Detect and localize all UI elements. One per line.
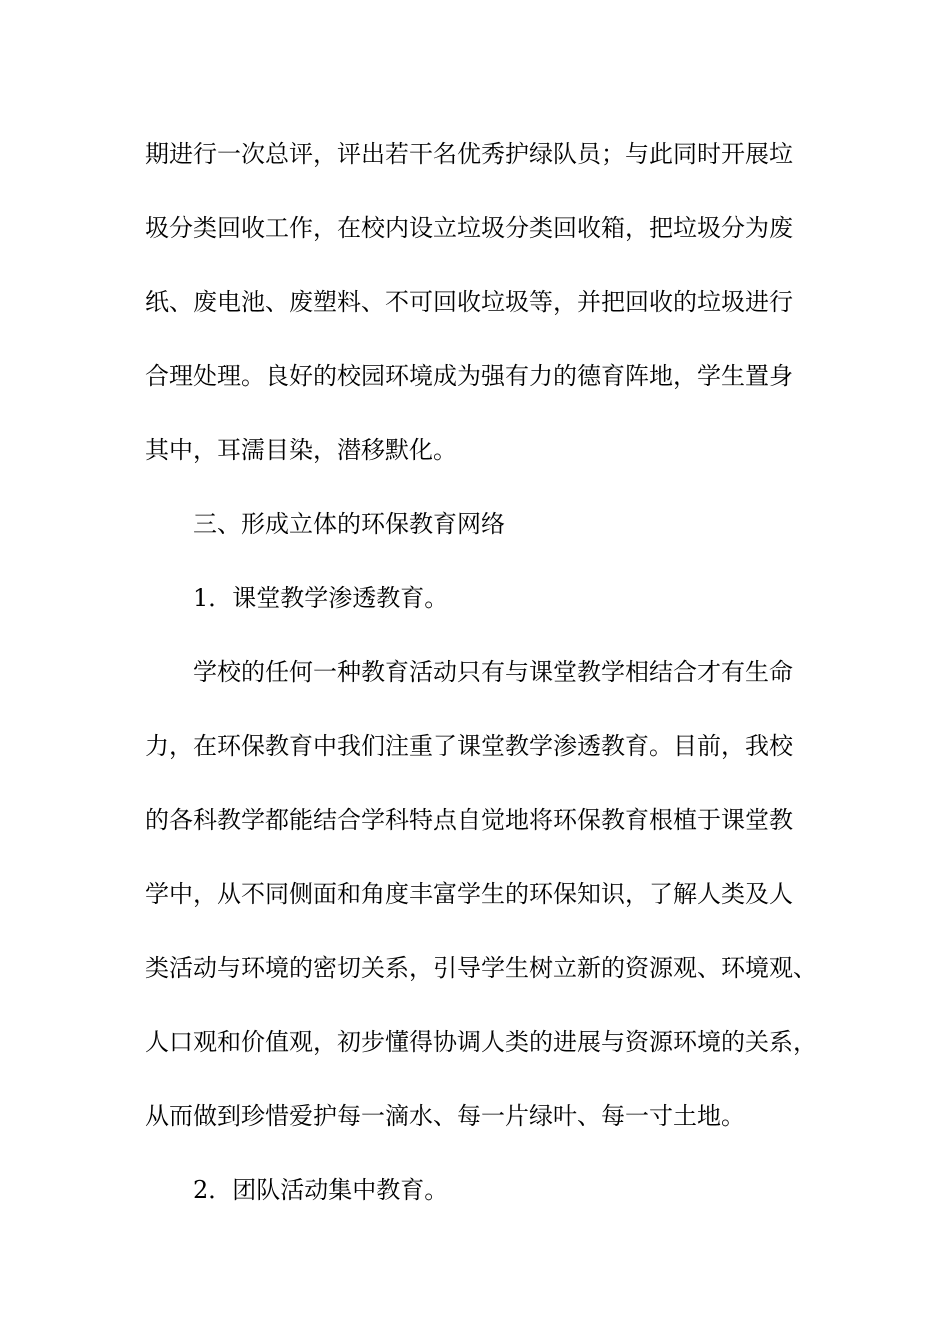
- text-line: 圾分类回收工作，在校内设立垃圾分类回收箱，把垃圾分为废: [145, 214, 793, 242]
- section-heading: 三、形成立体的环保教育网络: [193, 510, 505, 538]
- text-line: 人口观和价值观，初步懂得协调人类的进展与资源环境的关系，: [145, 1028, 817, 1056]
- text-line: 纸、废电池、废塑料、不可回收垃圾等，并把回收的垃圾进行: [145, 288, 793, 316]
- subsection-heading: 1．课堂教学渗透教育。: [193, 584, 449, 612]
- text-line: 力，在环保教育中我们注重了课堂教学渗透教育。目前，我校: [145, 732, 793, 760]
- text-line: 合理处理。良好的校园环境成为强有力的德育阵地，学生置身: [145, 362, 793, 390]
- text-line: 从而做到珍惜爱护每一滴水、每一片绿叶、每一寸土地。: [145, 1102, 745, 1130]
- text-line: 期进行一次总评，评出若干名优秀护绿队员；与此同时开展垃: [145, 140, 793, 168]
- text-line: 其中，耳濡目染，潜移默化。: [145, 436, 457, 464]
- text-line: 的各科教学都能结合学科特点自觉地将环保教育根植于课堂教: [145, 806, 793, 834]
- text-line: 学中，从不同侧面和角度丰富学生的环保知识，了解人类及人: [145, 880, 793, 908]
- paragraph-first-line: 学校的任何一种教育活动只有与课堂教学相结合才有生命: [193, 658, 793, 686]
- text-line: 类活动与环境的密切关系，引导学生树立新的资源观、环境观、: [145, 954, 817, 982]
- subsection-heading: 2．团队活动集中教育。: [193, 1176, 449, 1204]
